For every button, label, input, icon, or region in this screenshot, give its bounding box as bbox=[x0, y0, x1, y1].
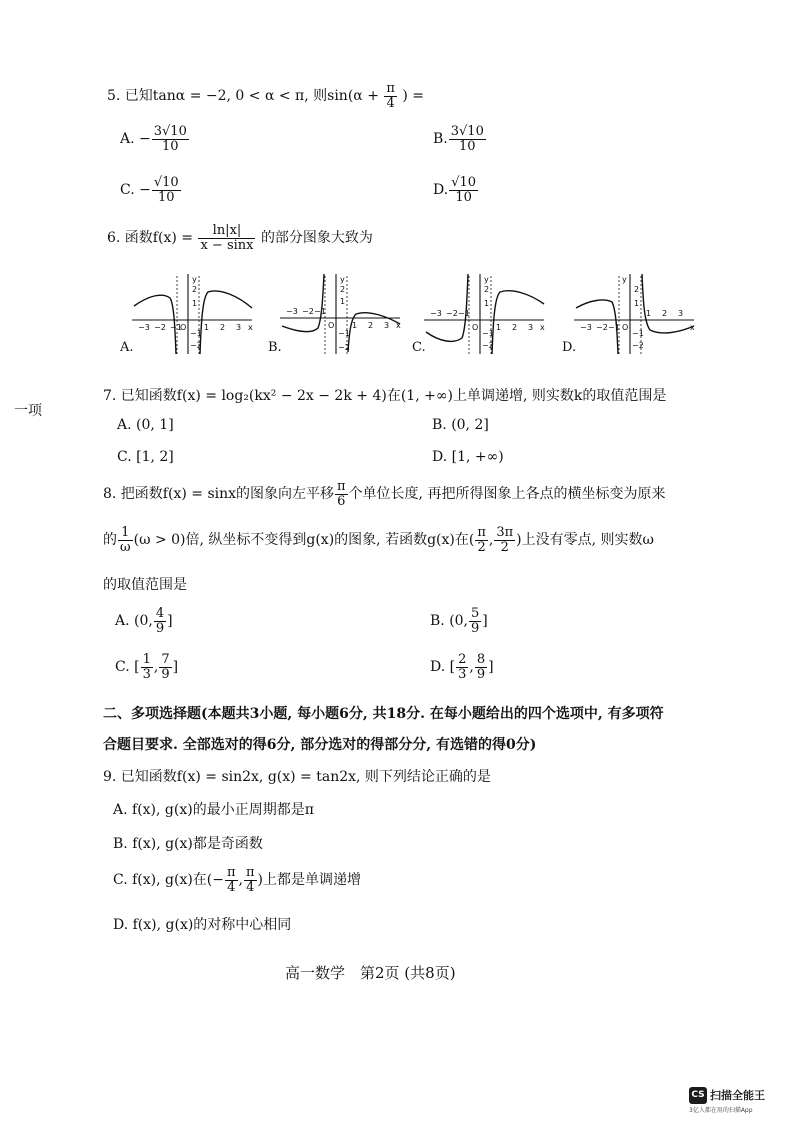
q6-graph-b-svg bbox=[268, 268, 418, 356]
y-axis-label: y bbox=[192, 275, 197, 284]
q5-option-d[interactable]: D. $\frac{√10}{10}$ bbox=[433, 175, 477, 205]
q9-option-a[interactable]: A. f(x), g(x)的最小正周期都是π bbox=[113, 802, 314, 818]
q5-option-a[interactable]: A. − $\frac{3√10}{10}$ bbox=[120, 124, 187, 154]
svg-text:−2: −2 bbox=[446, 309, 458, 318]
svg-text:O: O bbox=[472, 323, 479, 332]
svg-text:−3: −3 bbox=[138, 323, 150, 332]
q5-stem: 5. 已知tanα = −2, 0 < α < π, 则sin(α + $\frac{\pi}{4}$ ) = bbox=[107, 81, 425, 111]
q5-fraction: $\frac{\pi}{4}$ bbox=[386, 81, 395, 111]
q6-graph-c-svg bbox=[412, 268, 562, 356]
svg-text:1: 1 bbox=[192, 299, 198, 308]
curve-right bbox=[642, 274, 694, 333]
svg-text:2: 2 bbox=[662, 309, 668, 318]
svg-text:O: O bbox=[622, 323, 629, 332]
curve-left bbox=[282, 274, 324, 332]
svg-text:−2: −2 bbox=[302, 307, 314, 316]
svg-text:2: 2 bbox=[484, 285, 490, 294]
section2-heading-line-2: 合题目要求. 全部选对的得6分, 部分选对的得部分分, 有选错的得0分) bbox=[103, 737, 537, 753]
svg-text:−3: −3 bbox=[430, 309, 442, 318]
y-axis-label: y bbox=[340, 275, 345, 284]
q6-graph-c[interactable] bbox=[412, 268, 562, 360]
svg-text:3: 3 bbox=[384, 321, 390, 330]
svg-text:O: O bbox=[328, 321, 335, 330]
svg-text:2: 2 bbox=[368, 321, 374, 330]
svg-text:1: 1 bbox=[496, 323, 502, 332]
q6-fraction: $\frac{\ln|x|}{x - \sin x}$ bbox=[200, 223, 254, 253]
q9-option-c[interactable]: C. f(x), g(x)在(− $\frac{\pi}{4}$ , $\frac{\pi}{4}$ )上都是单调递增 bbox=[113, 865, 362, 895]
svg-text:2: 2 bbox=[512, 323, 518, 332]
q7-option-c[interactable]: C. [1, 2] bbox=[117, 449, 174, 465]
svg-text:1: 1 bbox=[646, 309, 652, 318]
q6-label-c[interactable]: C. bbox=[412, 340, 426, 355]
q6-graph-a[interactable] bbox=[120, 268, 270, 360]
q9-stem: 9. 已知函数f(x) = sin2x, g(x) = tan2x, 则下列结论正确的是 bbox=[103, 769, 491, 785]
svg-text:−2: −2 bbox=[154, 323, 166, 332]
svg-text:−1: −1 bbox=[314, 307, 326, 316]
x-axis-label: x bbox=[396, 321, 401, 330]
svg-text:1: 1 bbox=[352, 321, 358, 330]
svg-text:2: 2 bbox=[634, 285, 640, 294]
q6-label-b[interactable]: B. bbox=[268, 340, 282, 355]
q8-line-3: 的取值范围是 bbox=[103, 577, 187, 593]
svg-text:2: 2 bbox=[220, 323, 226, 332]
q9-option-b[interactable]: B. f(x), g(x)都是奇函数 bbox=[113, 836, 263, 852]
q8-line-2: 的 $\frac{1}{\omega}$ (ω > 0)倍, 纵坐标不变得到g(x)的图象, 若函数g(x)在( $\frac{\pi}{2}$ , $\frac{3\pi}{2}$ )上没有零点, 则实数ω bbox=[103, 525, 654, 555]
q6-graph-a-svg bbox=[120, 268, 270, 356]
y-axis-label: y bbox=[484, 275, 489, 284]
q7-option-a[interactable]: A. (0, 1] bbox=[117, 417, 174, 433]
camscanner-logo-icon: CS bbox=[689, 1087, 707, 1104]
margin-note: 一项 bbox=[14, 403, 42, 419]
watermark-subtitle: 3亿人都在用的扫描App bbox=[689, 1107, 753, 1114]
svg-text:−2: −2 bbox=[596, 323, 608, 332]
x-axis-label: x bbox=[540, 323, 545, 332]
q7-option-d[interactable]: D. [1, +∞) bbox=[432, 449, 504, 465]
q8-option-c[interactable]: C. [ $\frac{1}{3}$ , $\frac{7}{9}$ ] bbox=[115, 652, 179, 682]
q6-graph-d[interactable] bbox=[562, 268, 712, 360]
svg-text:3: 3 bbox=[528, 323, 534, 332]
svg-text:O: O bbox=[180, 323, 187, 332]
svg-text:−2: −2 bbox=[482, 341, 494, 350]
q5-option-c[interactable]: C. − $\frac{√10}{10}$ bbox=[120, 175, 179, 205]
section2-heading-line-1: 二、多项选择题(本题共3小题, 每小题6分, 共18分. 在每小题给出的四个选项中, 有多项符 bbox=[103, 706, 664, 722]
svg-text:−1: −1 bbox=[632, 329, 644, 338]
svg-text:1: 1 bbox=[340, 297, 346, 306]
svg-text:2: 2 bbox=[340, 285, 346, 294]
page-footer: 高一数学 第2页 (共8页) bbox=[285, 964, 456, 982]
svg-text:1: 1 bbox=[484, 299, 490, 308]
q6-graph-d-svg bbox=[562, 268, 712, 356]
svg-text:−1: −1 bbox=[190, 329, 202, 338]
q8-option-d[interactable]: D. [ $\frac{2}{3}$ , $\frac{8}{9}$ ] bbox=[430, 652, 494, 682]
q6-label-a[interactable]: A. bbox=[120, 340, 134, 355]
svg-text:3: 3 bbox=[236, 323, 242, 332]
svg-text:1: 1 bbox=[634, 299, 640, 308]
svg-text:−3: −3 bbox=[286, 307, 298, 316]
svg-text:2: 2 bbox=[192, 285, 198, 294]
svg-text:1: 1 bbox=[204, 323, 210, 332]
q8-option-b[interactable]: B. (0, $\frac{5}{9}$ ] bbox=[430, 606, 488, 636]
svg-text:−1: −1 bbox=[458, 309, 470, 318]
q7-option-b[interactable]: B. (0, 2] bbox=[432, 417, 489, 433]
svg-text:−1: −1 bbox=[608, 323, 620, 332]
q5-option-b[interactable]: B. $\frac{3√10}{10}$ bbox=[433, 124, 484, 154]
svg-text:−2: −2 bbox=[632, 341, 644, 350]
y-axis-label: y bbox=[622, 275, 627, 284]
q6-graph-b[interactable] bbox=[268, 268, 418, 360]
curve-left bbox=[426, 274, 468, 341]
q8-line-1: 8. 把函数f(x) = sinx的图象向左平移 $\frac{\pi}{6}$ 个单位长度, 再把所得图象上各点的横坐标变为原来 bbox=[103, 479, 666, 509]
q7-stem: 7. 已知函数f(x) = log₂(kx² − 2x − 2k + 4)在(1, +∞)上单调递增, 则实数k的取值范围是 bbox=[103, 388, 667, 404]
svg-text:−2: −2 bbox=[190, 341, 202, 350]
x-axis-label: x bbox=[690, 323, 695, 332]
x-axis-label: x bbox=[248, 323, 253, 332]
svg-text:−1: −1 bbox=[482, 329, 494, 338]
svg-text:−1: −1 bbox=[170, 323, 182, 332]
q8-option-a[interactable]: A. (0, $\frac{4}{9}$ ] bbox=[115, 606, 173, 636]
curve-right bbox=[348, 313, 400, 352]
watermark-title: 扫描全能王 bbox=[710, 1089, 765, 1102]
q6-label-d[interactable]: D. bbox=[562, 340, 577, 355]
svg-text:−2: −2 bbox=[338, 343, 350, 352]
q6-stem: 6. 函数f(x) = $\frac{\ln|x|}{x - \sin x}$ 的部分图象大致为 bbox=[107, 223, 373, 253]
svg-text:3: 3 bbox=[678, 309, 684, 318]
q9-option-d[interactable]: D. f(x), g(x)的对称中心相同 bbox=[113, 917, 292, 933]
svg-text:−1: −1 bbox=[338, 329, 350, 338]
svg-text:−3: −3 bbox=[580, 323, 592, 332]
